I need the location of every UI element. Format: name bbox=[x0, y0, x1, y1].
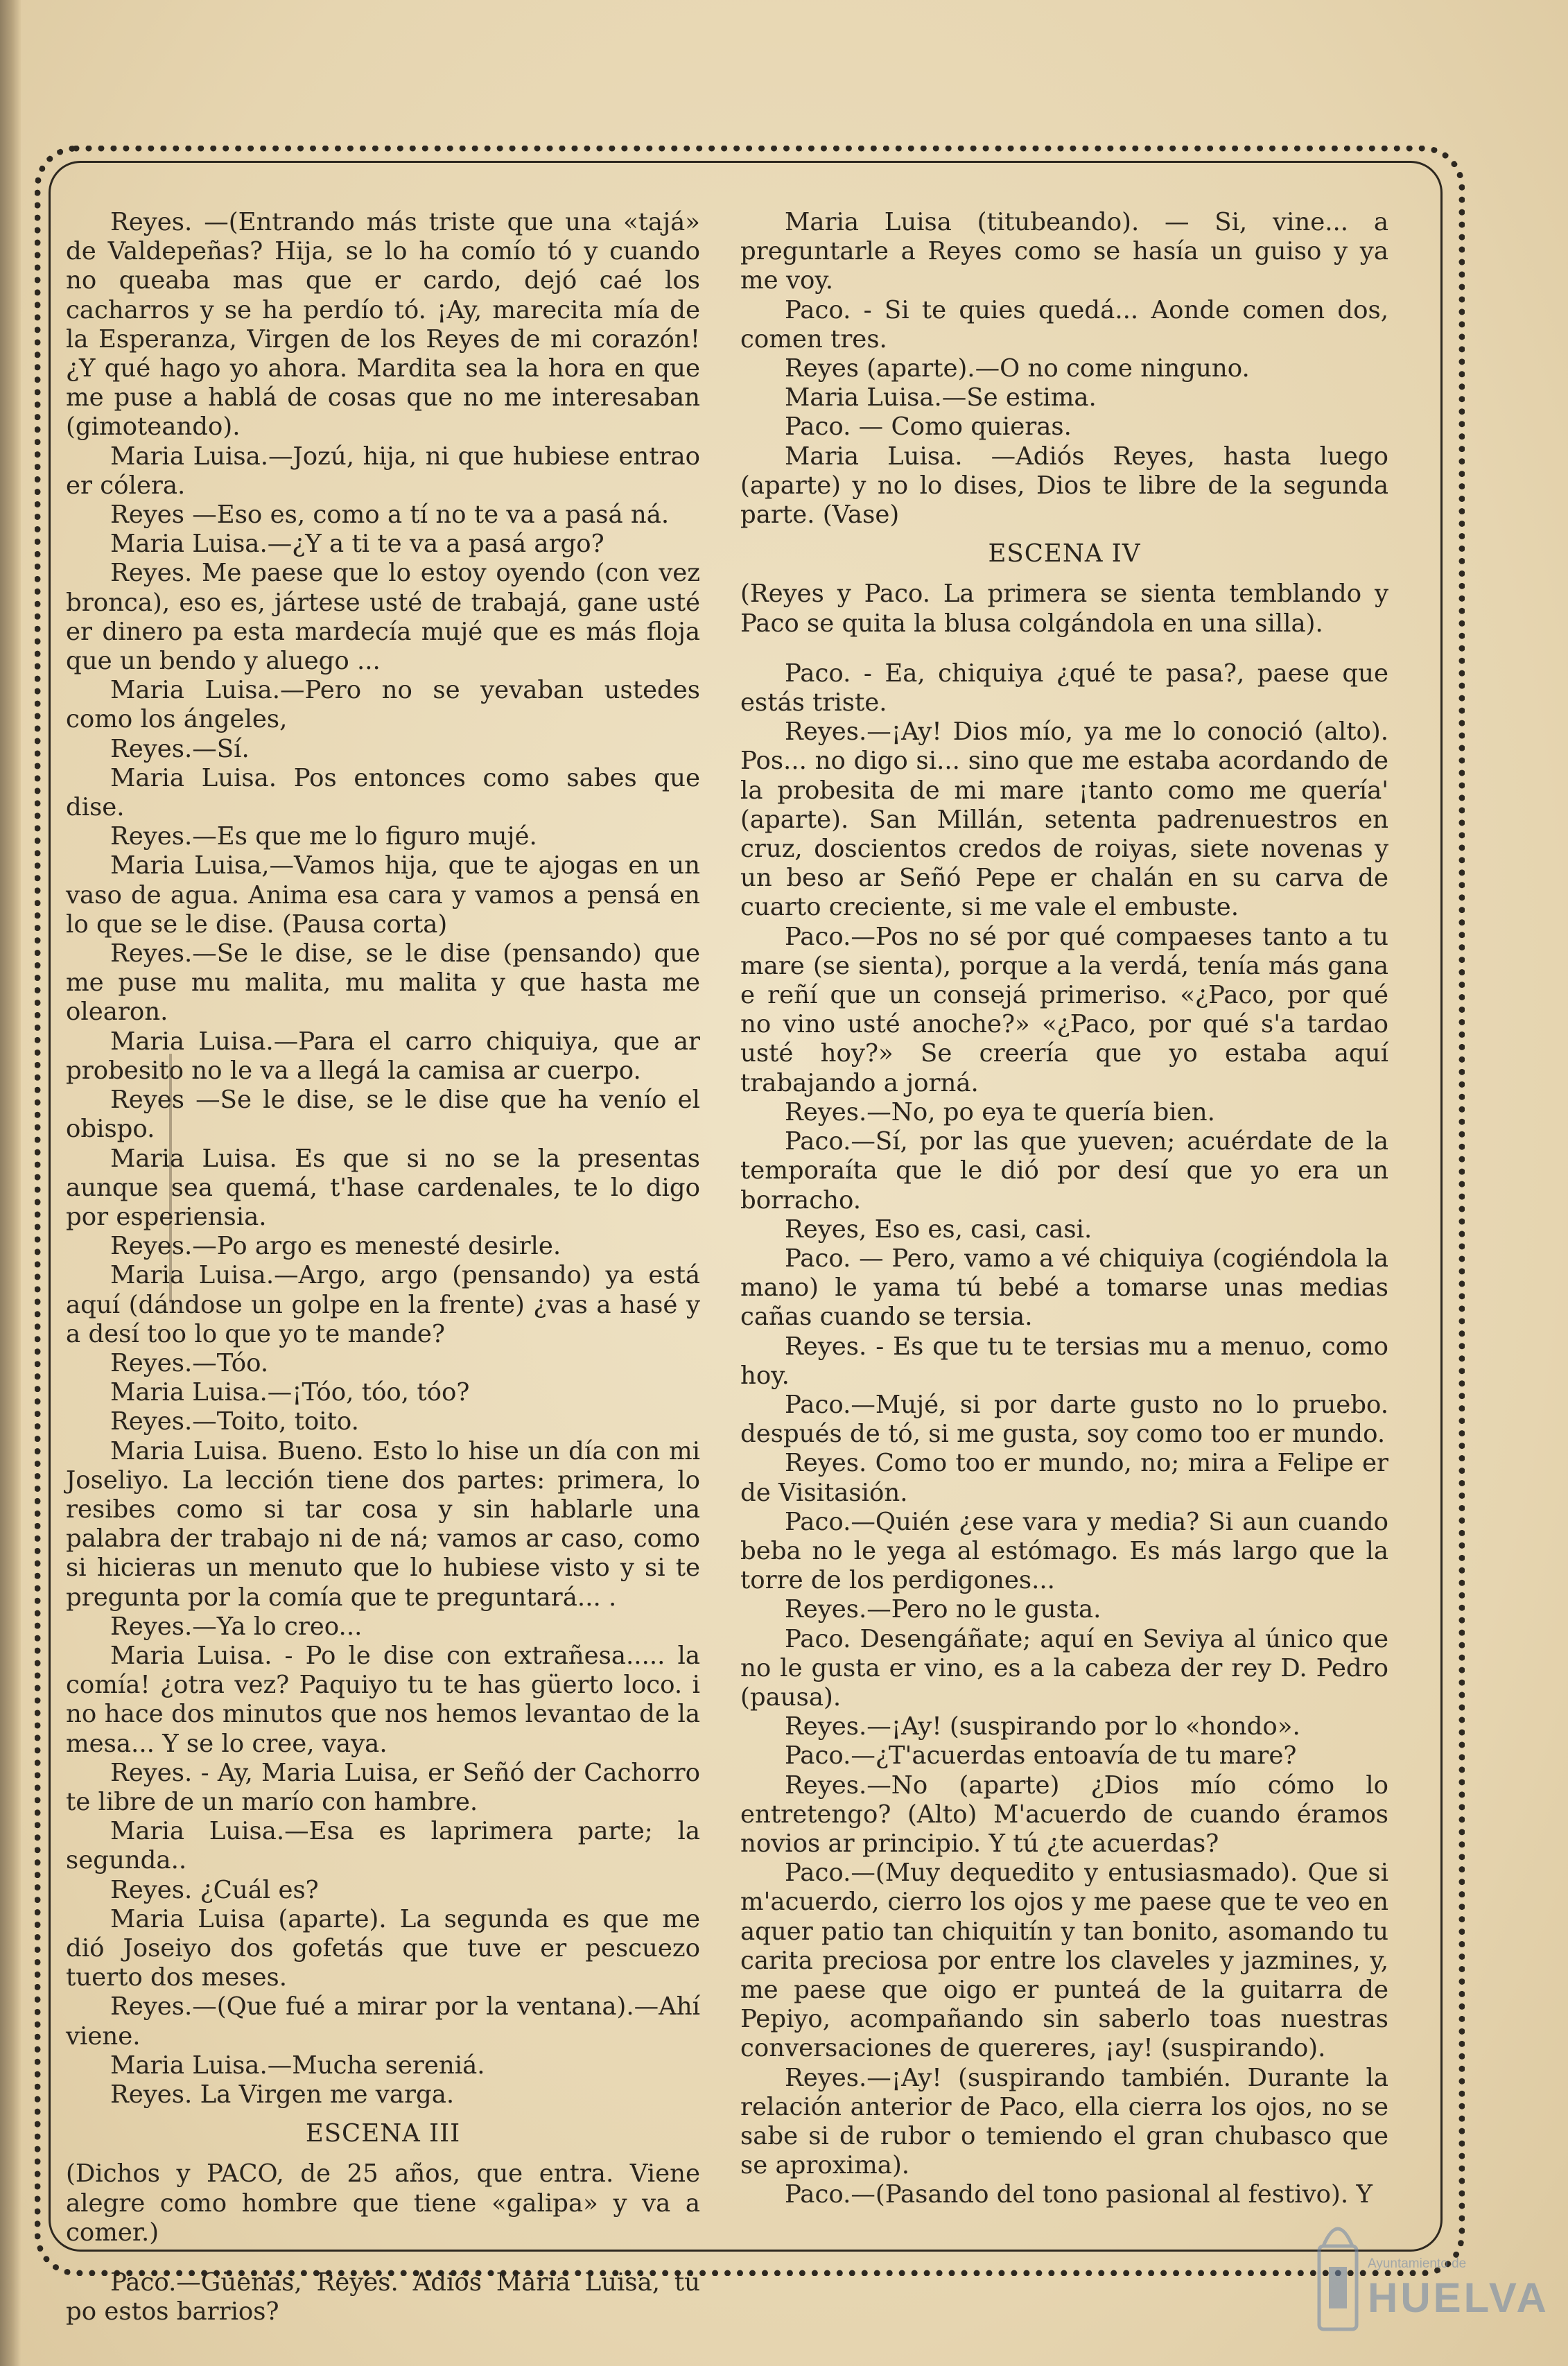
dialogue-line: Maria Luisa (aparte). La segunda es que me dió Joseiyo dos gofetás que tuve er pescuezo tuerto dos meses. bbox=[66, 1904, 700, 1992]
dialogue-line: Maria Luisa (titubeando). — Si, vine... a preguntarle a Reyes como se hasía un guiso y ya me voy. bbox=[740, 208, 1388, 295]
watermark-small-text: Ayuntamiento de bbox=[1368, 2256, 1467, 2271]
scene-title: ESCENA III bbox=[305, 2119, 461, 2148]
dialogue-line: Maria Luisa.—Se estima. bbox=[785, 383, 1097, 412]
dialogue-line: Reyes.—Po argo es menesté desirle. bbox=[110, 1232, 561, 1261]
dialogue-line: Reyes. - Es que tu te tersias mu a menuo, como hoy. bbox=[740, 1332, 1388, 1390]
dialogue-line: Maria Luisa,—Vamos hija, que te ajogas en un vaso de agua. Anima esa cara y vamos a pensá en lo que se le dise. (Pausa corta) bbox=[66, 851, 700, 939]
dialogue-line: Paco.—Sí, por las que yueven; acuérdate de la temporaíta que le dió por desí que yo era un borracho. bbox=[740, 1127, 1388, 1215]
dialogue-line: Maria Luisa. —Adiós Reyes, hasta luego (aparte) y no lo dises, Dios te libre de la segunda parte. (Vase) bbox=[740, 442, 1388, 530]
dialogue-line: Reyes.—Ya lo creo... bbox=[110, 1612, 363, 1641]
dialogue-line: Maria Luisa. Pos entonces como sabes que dise. bbox=[66, 763, 700, 822]
dialogue-line: Paco.—Pos no sé por qué compaeses tanto a tu mare (se sienta), porque a la verdá, tenía más gana e reñí que un consejá primeriso. «¿Paco, por qué no vino usté anoche?» «¿Paco, por qué s'a tardao usté hoy?» Se creería que yo estaba aquí trabajando a jorná. bbox=[740, 922, 1388, 1097]
scene-title: ESCENA IV bbox=[988, 539, 1141, 568]
dialogue-line: Maria Luisa.—Mucha sereniá. bbox=[110, 2051, 485, 2080]
dialogue-line: Paco.—(Pasando del tono pasional al festivo). Y bbox=[785, 2180, 1373, 2209]
dialogue-line: Reyes. Como too er mundo, no; mira a Felipe er de Visitasión. bbox=[740, 1449, 1388, 1507]
dialogue-line: Reyes —Se le dise, se le dise que ha venío el obispo. bbox=[66, 1086, 700, 1144]
dialogue-line: Reyes.—¡Ay! (suspirando también. Durante la relación anterior de Paco, ella cierra los ojos, no se sabe si de rubor o temiendo el gran chubasco que se aproxima). bbox=[740, 2063, 1388, 2180]
dialogue-line: Maria Luisa. Bueno. Esto lo hise un día con mi Joseliyo. La lección tiene dos partes: primera, lo resibes como si tar cosa y sin hablarle una palabra der trabajo ni de ná; vamos ar caso, como si hicieras un menuto que lo hubiese visto y si te pregunta por la comía que te preguntará... . bbox=[66, 1436, 700, 1612]
dialogue-line: Reyes. - Ay, Maria Luisa, er Señó der Cachorro te libre de un marío con hambre. bbox=[66, 1758, 700, 1816]
dialogue-line: Reyes (aparte).—O no come ninguno. bbox=[785, 354, 1250, 383]
right-text-column bbox=[740, 208, 1388, 2210]
dialogue-line: Reyes.—¡Ay! Dios mío, ya me lo conoció (alto). Pos... no digo si... sino que me estaba acordando de la probesita de mi mare ¡tanto como me quería' (aparte). San Millán, setenta padrenuestros en cruz, doscientos credos de roiyas, siete novenas y un beso ar Señó Pepe er chalán en su carva de cuarto creciente, si me vale el embuste. bbox=[740, 717, 1388, 922]
dialogue-line: Maria Luisa.—¡Tóo, tóo, tóo? bbox=[110, 1378, 470, 1407]
stage-direction: (Reyes y Paco. La primera se sienta temblando y Paco se quita la blusa colgándola en una silla). bbox=[740, 580, 1388, 638]
dialogue-line: Reyes.—Pero no le gusta. bbox=[785, 1595, 1101, 1624]
dialogue-line: Paco.—¿T'acuerdas entoavía de tu mare? bbox=[785, 1741, 1297, 1771]
dialogue-line: Paco.—(Muy dequedito y entusiasmado). Que si m'acuerdo, cierro los ojos y me paese que te veo en aquer patio tan chiquitín y tan bonito, asomando tu carita preciosa por entre los claveles y jazmines, y, me paese que oigo er punteá de la guitarra de Pepiyo, acompañando sin saberlo toas nuestras conversaciones de quereres, ¡ay! (suspirando). bbox=[740, 1859, 1388, 2063]
dialogue-line: Reyes.—Es que me lo figuro mujé. bbox=[110, 822, 537, 851]
dialogue-line: Maria Luisa.—Jozú, hija, ni que hubiese entrao er cólera. bbox=[66, 442, 700, 500]
dialogue-line: Paco. Desengáñate; aquí en Seviya al único que no le gusta er vino, es a la cabeza der rey D. Pedro (pausa). bbox=[740, 1624, 1388, 1712]
dialogue-line: Reyes.—Se le dise, se le dise (pensando) que me puse mu malita, mu malita y que hasta me olearon. bbox=[66, 939, 700, 1027]
stage-direction: (Dichos y PACO, de 25 años, que entra. Viene alegre como hombre que tiene «galipa» y va a comer.) bbox=[66, 2159, 700, 2247]
dialogue-line: Reyes. La Virgen me varga. bbox=[110, 2080, 455, 2109]
dialogue-line: Reyes. ¿Cuál es? bbox=[110, 1875, 319, 1904]
crest-icon bbox=[1314, 2204, 1362, 2336]
dialogue-line: Paco.—Güenas, Reyes. Adiós Maria Luisa, tu po estos barrios? bbox=[66, 2268, 700, 2326]
dialogue-line: Reyes.—(Que fué a mirar por la ventana).—Ahí viene. bbox=[66, 1992, 700, 2051]
left-text-column bbox=[66, 208, 700, 2326]
watermark-big-text: HUELVA bbox=[1368, 2274, 1549, 2321]
dialogue-line: Reyes, Eso es, casi, casi. bbox=[785, 1215, 1092, 1244]
dialogue-line: Maria Luisa.—Argo, argo (pensando) ya está aquí (dándose un golpe en la frente) ¿vas a hasé y a desí too lo que yo te mande? bbox=[66, 1261, 700, 1348]
dialogue-line: Maria Luisa.—¿Y a ti te va a pasá argo? bbox=[110, 530, 604, 559]
dialogue-line: Maria Luisa.—Para el carro chiquiya, que ar probesito no le va a llegá la camisa ar cuerpo. bbox=[66, 1027, 700, 1085]
dialogue-line: Reyes —Eso es, como a tí no te va a pasá ná. bbox=[110, 501, 670, 530]
dialogue-line: Paco. — Como quieras. bbox=[785, 412, 1072, 442]
archive-watermark bbox=[1314, 2198, 1549, 2350]
dialogue-line: Reyes.—Sí. bbox=[110, 734, 250, 763]
dialogue-line: Reyes.—¡Ay! (suspirando por lo «hondo». bbox=[785, 1712, 1300, 1741]
dialogue-line: Maria Luisa.—Pero no se yevaban ustedes como los ángeles, bbox=[66, 676, 700, 734]
dialogue-line: Paco.—Quién ¿ese vara y media? Si aun cuando beba no le yega al estómago. Es más largo que la torre de los perdigones... bbox=[740, 1507, 1388, 1595]
dialogue-line: Reyes.—No, po eya te quería bien. bbox=[785, 1097, 1215, 1127]
dialogue-line: Paco. - Si te quies quedá... Aonde comen dos, comen tres. bbox=[740, 295, 1388, 354]
dialogue-line: Paco.—Mujé, si por darte gusto no lo pruebo. después de tó, si me gusta, soy como too er mundo. bbox=[740, 1390, 1388, 1449]
dialogue-line: Reyes.—No (aparte) ¿Dios mío cómo lo entretengo? (Alto) M'acuerdo de cuando éramos novios ar principio. Y tú ¿te acuerdas? bbox=[740, 1771, 1388, 1858]
dialogue-line: Paco. — Pero, vamo a vé chiquiya (cogiéndola la mano) le yama tú bebé a tomarse unas medias cañas cuando se tersia. bbox=[740, 1244, 1388, 1332]
dialogue-line: Reyes. Me paese que lo estoy oyendo (con vez bronca), eso es, jártese usté de trabajá, gane usté er dinero pa esta mardecía mujé que es más floja que un bendo y aluego ... bbox=[66, 559, 700, 676]
dialogue-line: Maria Luisa. Es que si no se la presentas aunque sea quemá, t'hase cardenales, te lo digo por esperiensia. bbox=[66, 1144, 700, 1231]
dialogue-line: Reyes.—Tóo. bbox=[110, 1348, 269, 1377]
dialogue-line: Reyes.—Toito, toito. bbox=[110, 1407, 359, 1436]
dialogue-line: Reyes. —(Entrando más triste que una «tajá» de Valdepeñas? Hija, se lo ha comío tó y cuando no queaba mas que er cardo, dejó caé los cacharros y se ha perdío tó. ¡Ay, marecita mía de la Esperanza, Virgen de los Reyes de mi corazón! ¿Y qué hago yo ahora. Mardita sea la hora en que me puse a hablá de cosas que no me interesaban (gimoteando). bbox=[66, 208, 700, 442]
dialogue-line: Maria Luisa.—Esa es laprimera parte; la segunda.. bbox=[66, 1817, 700, 1875]
dialogue-line: Maria Luisa. - Po le dise con extrañesa..... la comía! ¿otra vez? Paquiyo tu te has güerto loco. i no hace dos minutos que nos hemos levantao de la mesa... Y se lo cree, vaya. bbox=[66, 1641, 700, 1758]
binding-gutter bbox=[0, 0, 21, 2366]
dialogue-line: Paco. - Ea, chiquiya ¿qué te pasa?, paese que estás triste. bbox=[740, 659, 1388, 717]
